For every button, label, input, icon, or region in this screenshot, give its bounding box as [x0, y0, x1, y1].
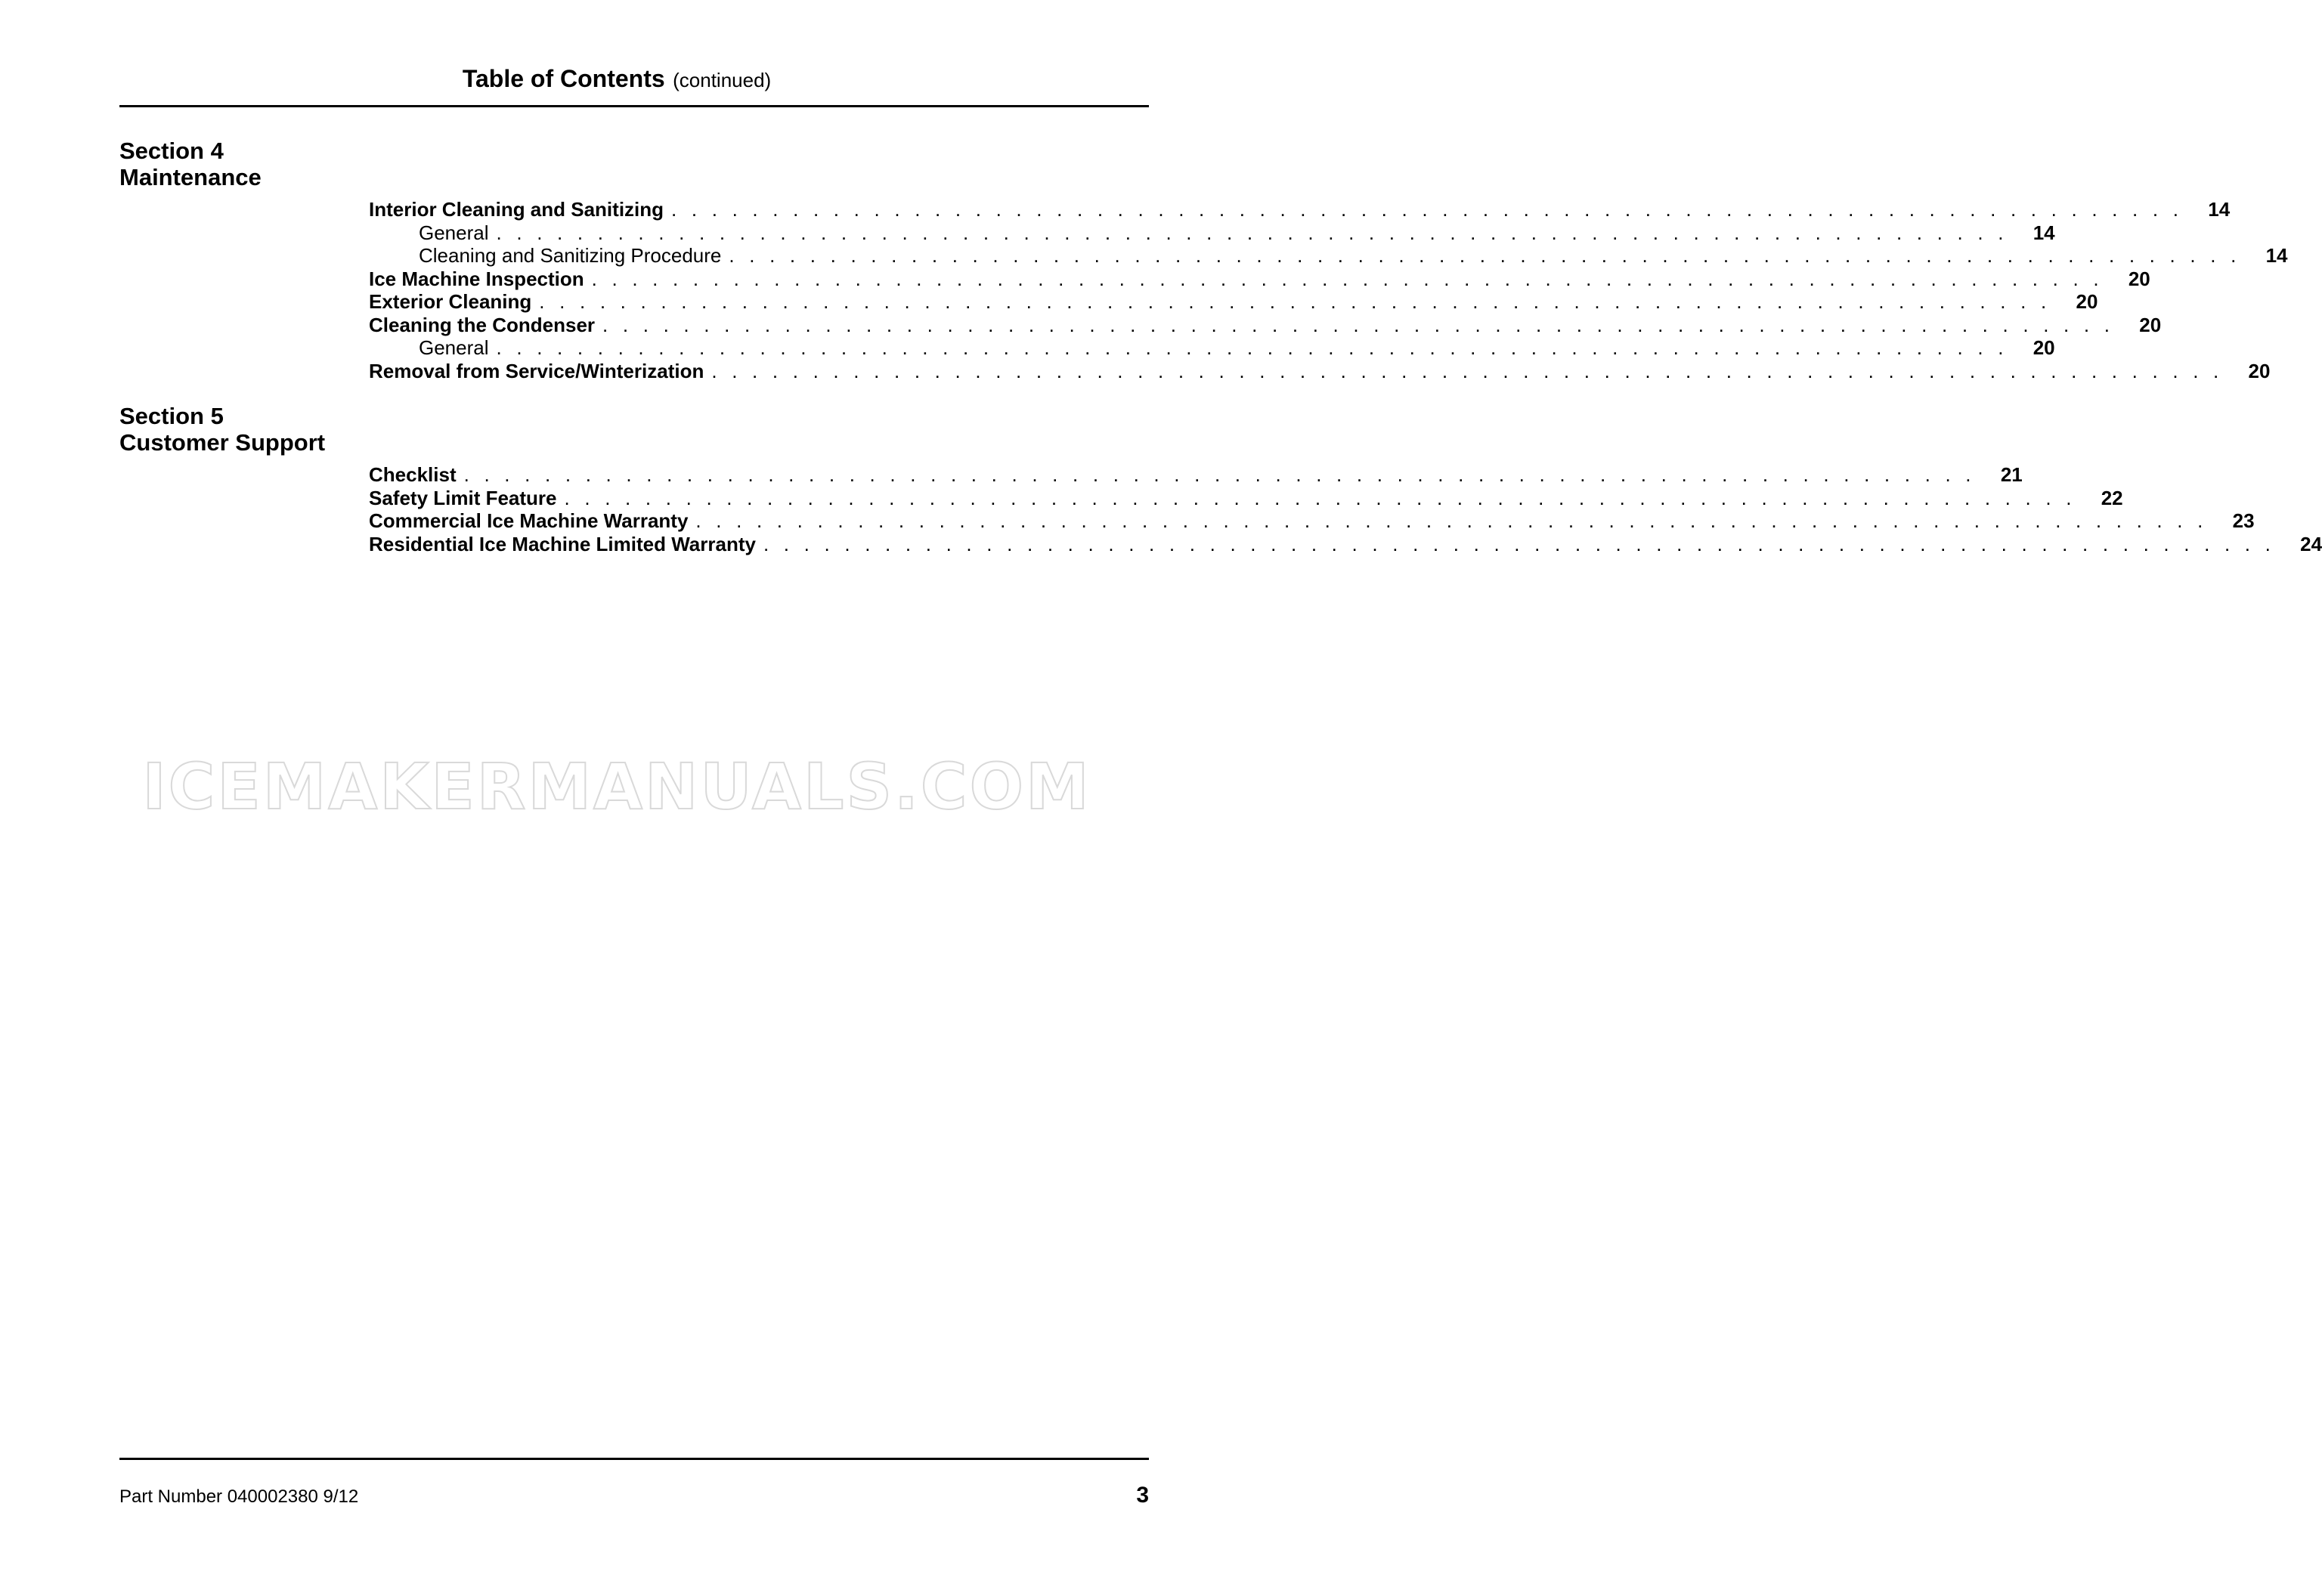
- toc-entry-label: Ice Machine Inspection: [369, 267, 584, 290]
- dot-leader: . . . . . . . . . . . . . . . . . . . . . . . . . . . . . . . . . . . . . . . . . . . . . . . . . . . . . . . . . . . . . . . . . . . . . . . . . . .: [695, 509, 2208, 532]
- toc-entry[interactable]: [369, 509, 2255, 533]
- toc-subentry[interactable]: [369, 221, 2055, 245]
- toc-entry-page: 20: [2248, 359, 2271, 382]
- toc-entry[interactable]: [369, 313, 2162, 337]
- toc-entry-page: 22: [2101, 486, 2123, 509]
- dot-leader: . . . . . . . . . . . . . . . . . . . . . . . . . . . . . . . . . . . . . . . . . . . . . . . . . . . . . . . . . . . . . . . . . . . . . . . . . . .: [496, 221, 2008, 244]
- toc-entry-page: 20: [2128, 267, 2150, 290]
- dot-leader: . . . . . . . . . . . . . . . . . . . . . . . . . . . . . . . . . . . . . . . . . . . . . . . . . . . . . . . . . . . . . . . . . . . . . . . . . . .: [539, 290, 2051, 313]
- toc-entry-label: Commercial Ice Machine Warranty: [369, 509, 689, 532]
- toc-entry-page: 14: [2033, 221, 2055, 244]
- toc-entry[interactable]: [369, 267, 2150, 291]
- toc-entry[interactable]: [369, 463, 2023, 487]
- toc-entry-page: 24: [2300, 532, 2322, 555]
- toc-entry[interactable]: [369, 486, 2123, 510]
- dot-leader: . . . . . . . . . . . . . . . . . . . . . . . . . . . . . . . . . . . . . . . . . . . . . . . . . . . . . . . . . . . . . . . . . . . . . . . . . . .: [671, 198, 2184, 221]
- section-name: Maintenance: [119, 164, 262, 190]
- toc-entry-page: 20: [2076, 290, 2098, 313]
- toc-entry-label: General: [419, 336, 489, 359]
- footer-divider: [119, 1458, 1149, 1460]
- dot-leader: . . . . . . . . . . . . . . . . . . . . . . . . . . . . . . . . . . . . . . . . . . . . . . . . . . . . . . . . . . . . . . . . . . . . . . . . . . .: [602, 313, 2115, 336]
- watermark: ICEMAKERMANUALS.COM: [142, 750, 1091, 824]
- section-heading-4: [119, 138, 262, 190]
- toc-entry-label: Cleaning and Sanitizing Procedure: [419, 244, 722, 267]
- section-number: Section 4: [119, 138, 224, 164]
- toc-entry-label: Cleaning the Condenser: [369, 313, 596, 336]
- dot-leader: . . . . . . . . . . . . . . . . . . . . . . . . . . . . . . . . . . . . . . . . . . . . . . . . . . . . . . . . . . . . . . . . . . . . . . . . . . .: [729, 244, 2241, 267]
- toc-entry[interactable]: [369, 532, 2322, 556]
- section-name: Customer Support: [119, 429, 326, 456]
- page-subtitle: (continued): [673, 69, 772, 91]
- dot-leader: . . . . . . . . . . . . . . . . . . . . . . . . . . . . . . . . . . . . . . . . . . . . . . . . . . . . . . . . . . . . . . . . . . . . . . . . . . .: [763, 532, 2276, 555]
- toc-entry-page: 20: [2139, 313, 2162, 336]
- dot-leader: . . . . . . . . . . . . . . . . . . . . . . . . . . . . . . . . . . . . . . . . . . . . . . . . . . . . . . . . . . . . . . . . . . . . . . . . . . .: [564, 486, 2076, 509]
- section-heading-5: [119, 403, 325, 456]
- toc-entry-label: Safety Limit Feature: [369, 486, 557, 509]
- toc-entry-page: 20: [2033, 336, 2055, 359]
- dot-leader: . . . . . . . . . . . . . . . . . . . . . . . . . . . . . . . . . . . . . . . . . . . . . . . . . . . . . . . . . . . . . . . . . . . . . . . . . . .: [463, 463, 1976, 486]
- page-header: [0, 65, 1234, 97]
- section-number: Section 5: [119, 403, 224, 429]
- toc-entry-label: Checklist: [369, 463, 457, 486]
- toc-entry-label: General: [419, 221, 489, 244]
- toc-entry-label: Exterior Cleaning: [369, 290, 532, 313]
- section-4-entries: [369, 198, 2288, 382]
- toc-entry-label: Removal from Service/Winterization: [369, 359, 704, 382]
- toc-entry-page: 21: [2000, 463, 2023, 486]
- dot-leader: . . . . . . . . . . . . . . . . . . . . . . . . . . . . . . . . . . . . . . . . . . . . . . . . . . . . . . . . . . . . . . . . . . . . . . . . . . .: [711, 359, 2224, 382]
- toc-entry-page: 14: [2208, 198, 2231, 221]
- header-divider: [119, 105, 1149, 107]
- part-number: Part Number 040002380 9/12: [119, 1486, 359, 1507]
- page-title: Table of Contents: [462, 65, 665, 92]
- page-number: 3: [1136, 1483, 1149, 1508]
- toc-entry[interactable]: [369, 290, 2098, 314]
- toc-entry-page: 14: [2265, 244, 2288, 267]
- toc-subentry[interactable]: [369, 336, 2055, 360]
- toc-entry[interactable]: [369, 198, 2231, 221]
- dot-leader: . . . . . . . . . . . . . . . . . . . . . . . . . . . . . . . . . . . . . . . . . . . . . . . . . . . . . . . . . . . . . . . . . . . . . . . . . . .: [496, 336, 2008, 359]
- toc-entry-page: 23: [2232, 509, 2255, 532]
- toc-entry-label: Residential Ice Machine Limited Warranty: [369, 532, 756, 555]
- toc-subentry[interactable]: [369, 244, 2288, 268]
- section-5-entries: [369, 463, 2322, 555]
- toc-entry-label: Interior Cleaning and Sanitizing: [369, 198, 664, 221]
- dot-leader: . . . . . . . . . . . . . . . . . . . . . . . . . . . . . . . . . . . . . . . . . . . . . . . . . . . . . . . . . . . . . . . . . . . . . . . . . . .: [591, 267, 2104, 290]
- toc-entry[interactable]: [369, 359, 2271, 383]
